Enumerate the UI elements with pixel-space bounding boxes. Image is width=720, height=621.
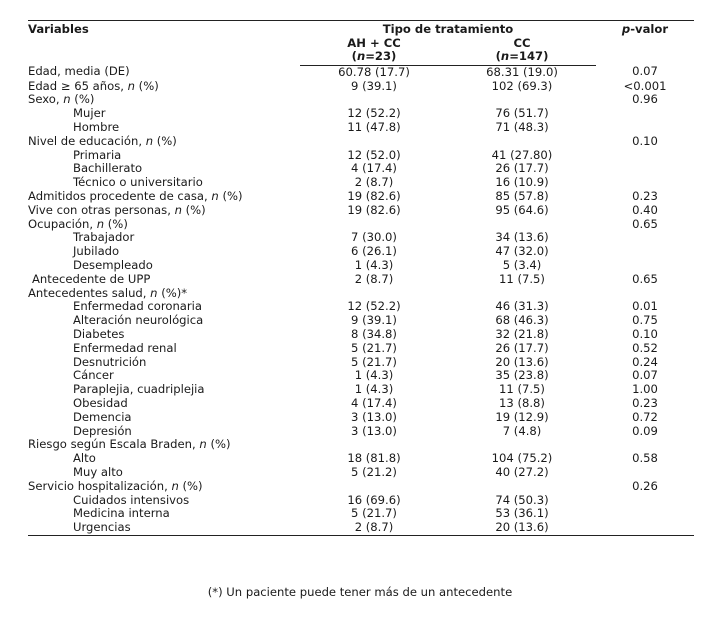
cell-pvalue [596,507,694,521]
row-label: Antecedente de UPP [32,271,151,286]
cell-ahcc: 12 (52.2) [347,299,401,314]
cell-ahcc: 5 (21.2) [351,464,397,479]
cell-cc: 7 (4.8) [502,423,542,438]
row-label: Enfermedad renal [73,340,177,355]
row-label: Bachillerato [73,161,143,176]
row-label: Hombre [73,119,120,134]
cell-pvalue: 0.01 [632,299,658,314]
cell-pvalue [596,176,694,190]
table-row [28,521,694,535]
cell-ahcc: 6 (26.1) [351,244,397,259]
table-row [28,121,694,135]
cell-pvalue [596,162,694,176]
cell-ahcc: 12 (52.0) [347,147,401,162]
cell-cc [448,287,596,301]
header-variables: Variables [28,21,300,66]
cell-ahcc: 12 (52.2) [347,106,401,121]
table-row [28,342,694,356]
cell-cc: 32 (21.8) [495,326,549,341]
cell-ahcc: 3 (13.0) [351,409,397,424]
table-row [28,480,694,494]
header-ahcc-n: (n=23) [300,50,448,65]
cell-pvalue [596,121,694,135]
row-label: Desnutrición [73,354,147,369]
cell-pvalue [596,287,694,301]
cell-cc: 35 (23.8) [495,368,549,383]
cell-cc: 26 (17.7) [495,161,549,176]
cell-cc: 11 (7.5) [499,382,545,397]
table-row [28,204,694,218]
cell-pvalue [596,521,694,535]
table-row [28,273,694,287]
cell-ahcc [300,218,448,232]
table-row [28,65,694,79]
cell-cc [448,135,596,149]
header-pvalue-text: -valor [630,22,669,36]
cell-cc: 71 (48.3) [495,119,549,134]
table-row [28,149,694,163]
cell-cc: 19 (12.9) [495,409,549,424]
cell-cc: 47 (32.0) [495,244,549,259]
table-row [28,452,694,466]
cell-ahcc: 9 (39.1) [351,78,397,93]
cell-cc: 34 (13.6) [495,230,549,245]
row-label: Cáncer [73,368,114,383]
header-cc: CC [513,35,531,50]
row-label: Edad ≥ 65 años, n (%) [28,78,159,93]
cell-cc [448,480,596,494]
cell-pvalue: 0.52 [632,340,658,355]
table-row [28,162,694,176]
row-label: Cuidados intensivos [73,492,190,507]
cell-pvalue [596,259,694,273]
table-row [28,383,694,397]
table-row [28,369,694,383]
cell-cc: 104 (75.2) [491,451,553,466]
cell-ahcc: 3 (13.0) [351,423,397,438]
cell-pvalue: 0.58 [632,451,658,466]
cell-pvalue: 0.23 [632,395,658,410]
header-treatment-type: Tipo de tratamiento [300,21,596,37]
table-row [28,190,694,204]
cell-pvalue [596,494,694,508]
table-row [28,259,694,273]
cell-pvalue [596,231,694,245]
cell-ahcc: 16 (69.6) [347,492,401,507]
cell-ahcc: 2 (8.7) [354,271,394,286]
cell-cc: 16 (10.9) [495,175,549,190]
cell-pvalue: 0.96 [632,92,658,107]
cell-ahcc: 9 (39.1) [351,313,397,328]
table-row [28,494,694,508]
cell-ahcc: 19 (82.6) [347,202,401,217]
table-row [28,328,694,342]
cell-cc: 76 (51.7) [495,106,549,121]
cell-ahcc: 19 (82.6) [347,188,401,203]
cell-cc: 46 (31.3) [495,299,549,314]
cell-pvalue: 0.65 [632,216,658,231]
cell-ahcc: 1 (4.3) [354,257,394,272]
cell-cc: 26 (17.7) [495,340,549,355]
cell-pvalue [596,438,694,452]
row-label: Medicina interna [73,506,170,521]
row-label: Vive con otras personas, n (%) [28,202,206,217]
table-row [28,245,694,259]
row-label: Diabetes [73,326,125,341]
results-table-container [28,20,694,536]
cell-ahcc [300,287,448,301]
cell-pvalue: 0.09 [632,423,658,438]
row-label: Trabajador [73,230,135,245]
cell-ahcc: 18 (81.8) [347,451,401,466]
cell-pvalue [596,245,694,259]
cell-ahcc [300,438,448,452]
row-label: Alteración neurológica [73,313,204,328]
cell-pvalue: 0.10 [632,133,658,148]
cell-pvalue: 0.65 [632,271,658,286]
header-ahcc: AH + CC [347,35,401,50]
table-row [28,107,694,121]
cell-cc: 95 (64.6) [495,202,549,217]
table-row [28,356,694,370]
cell-cc: 74 (50.3) [495,492,549,507]
cell-cc [448,93,596,107]
row-label: Urgencias [28,521,300,535]
row-label: Ocupación, n (%) [28,216,128,231]
table-footnote: (*) Un paciente puede tener más de un antecedente [207,585,513,599]
cell-pvalue: 0.24 [632,354,658,369]
cell-cc: 13 (8.8) [499,395,545,410]
cell-pvalue [596,149,694,163]
table-row [28,438,694,452]
row-label: Admitidos procedente de casa, n (%) [28,188,243,203]
cell-pvalue: 0.40 [632,202,658,217]
table-body [28,65,694,535]
cell-ahcc [300,480,448,494]
row-label: Demencia [73,409,132,424]
cell-cc: 41 (27.80) [491,147,553,162]
cell-ahcc: 5 (21.7) [351,340,397,355]
cell-ahcc: 5 (21.7) [351,354,397,369]
cell-ahcc: 60.78 (17.7) [338,64,410,79]
cell-cc: 53 (36.1) [495,506,549,521]
row-label: Depresión [73,423,132,438]
cell-pvalue: 0.23 [632,188,658,203]
table-row [28,135,694,149]
table-row [28,93,694,107]
table-row [28,218,694,232]
table-row [28,507,694,521]
cell-pvalue: 0.07 [632,368,658,383]
cell-ahcc: 8 (34.8) [351,326,397,341]
row-label: Riesgo según Escala Braden, n (%) [28,437,231,452]
cell-pvalue: 1.00 [632,382,658,397]
row-label: Mujer [73,106,106,121]
row-label: Enfermedad coronaria [73,299,203,314]
cell-cc: 20 (13.6) [495,354,549,369]
cell-ahcc [300,93,448,107]
row-label: Muy alto [73,464,123,479]
cell-ahcc: 11 (47.8) [347,119,401,134]
header-cc-n: (n=147) [448,50,596,65]
cell-pvalue: 0.75 [632,313,658,328]
table-row [28,411,694,425]
row-label: Desempleado [73,257,153,272]
cell-cc [448,218,596,232]
table-row [28,176,694,190]
table-row [28,425,694,439]
cell-pvalue: <0.001 [623,78,667,93]
row-label: Jubilado [73,244,120,259]
cell-cc: 85 (57.8) [495,188,549,203]
cell-cc: 68.31 (19.0) [486,64,558,79]
cell-cc: 68 (46.3) [495,313,549,328]
cell-ahcc: 4 (17.4) [351,161,397,176]
cell-pvalue: 0.10 [632,326,658,341]
cell-ahcc: 7 (30.0) [351,230,397,245]
header-pvalue [596,21,694,66]
cell-ahcc: 2 (8.7) [300,521,448,535]
cell-ahcc [300,135,448,149]
row-label: Técnico o universitario [73,175,203,190]
row-label: Primaria [73,147,122,162]
row-label: Nivel de educación, n (%) [28,133,177,148]
cell-pvalue: 0.72 [632,409,658,424]
cell-cc: 11 (7.5) [499,271,545,286]
row-label: Antecedentes salud, n (%)* [28,285,188,300]
cell-pvalue [596,107,694,121]
cell-ahcc: 1 (4.3) [354,382,394,397]
table-row [28,300,694,314]
table-row [28,466,694,480]
row-label: Servicio hospitalización, n (%) [28,478,203,493]
cell-cc: 5 (3.4) [502,257,542,272]
table-row [28,287,694,301]
cell-cc: 20 (13.6) [448,521,596,535]
cell-cc: 102 (69.3) [491,78,553,93]
table-row [28,397,694,411]
cell-ahcc: 4 (17.4) [351,395,397,410]
table-header [28,21,694,66]
table-row [28,231,694,245]
table-row [28,314,694,328]
cell-cc [448,438,596,452]
cell-pvalue: 0.26 [632,478,658,493]
table-row [28,80,694,94]
cell-cc: 40 (27.2) [495,464,549,479]
cell-pvalue [596,466,694,480]
row-label: Sexo, n (%) [28,92,95,107]
row-label: Paraplejia, cuadriplejia [73,382,205,397]
cell-ahcc: 2 (8.7) [354,175,394,190]
cell-pvalue: 0.07 [632,64,658,79]
cell-ahcc: 1 (4.3) [354,368,394,383]
header-pvalue-italic: p [621,22,631,36]
row-label: Alto [73,451,96,466]
row-label: Edad, media (DE) [28,64,130,79]
results-table [28,20,694,536]
cell-ahcc: 5 (21.7) [351,506,397,521]
row-label: Obesidad [73,395,128,410]
